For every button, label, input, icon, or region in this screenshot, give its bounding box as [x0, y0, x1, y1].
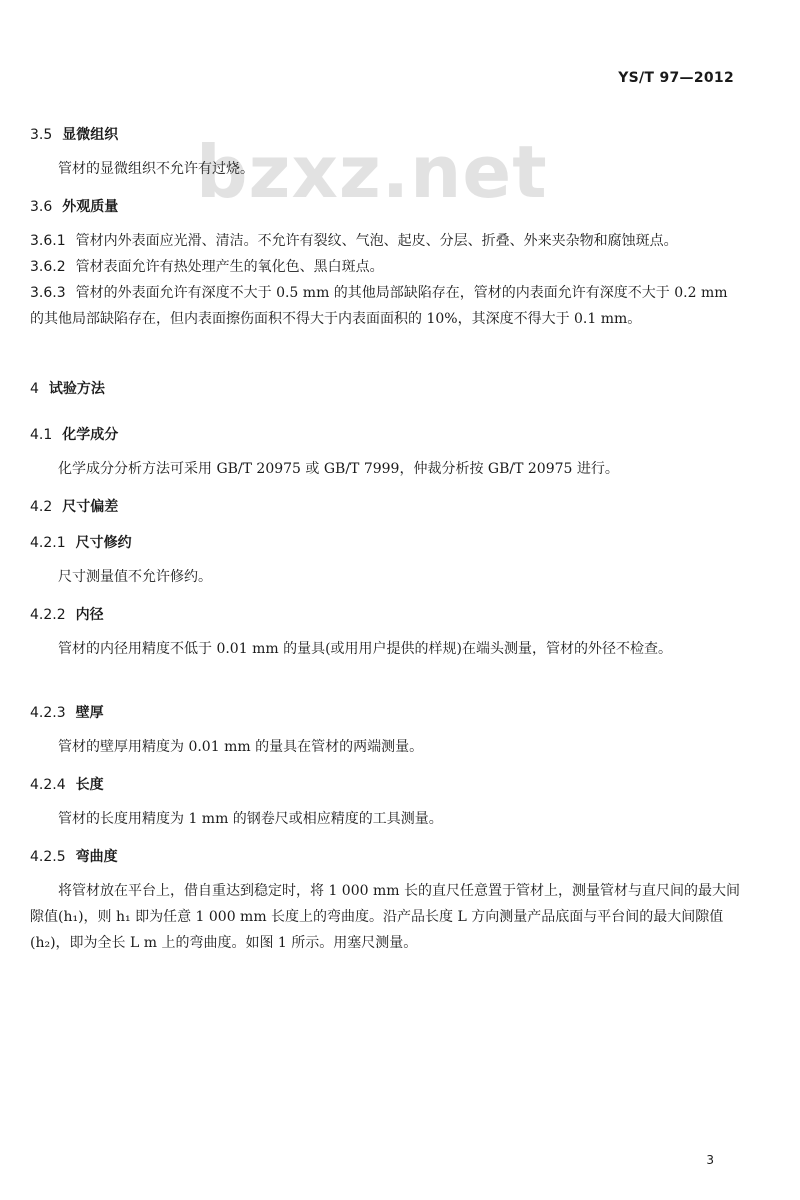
watermark: bzxz.net: [196, 130, 548, 214]
section-title: 内径: [75, 607, 104, 623]
clause-text: 管材的外表面允许有深度不大于 0.5 mm 的其他局部缺陷存在，管材的内表面允许有深度不大于 0.2 mm 的其他局部缺陷存在，但内表面擦伤面积不得大于内表面面积的 10%，其深度不得大于 0.1 mm。: [30, 285, 728, 327]
section-number: 3.6: [30, 199, 53, 215]
section-title: 尺寸修约: [75, 535, 132, 551]
clause-number: 3.6.3: [30, 285, 66, 301]
section-heading-4-2-5: [30, 846, 118, 866]
page-number: 3: [706, 1153, 714, 1167]
section-heading-4-1: [30, 424, 118, 444]
paragraph-4-2-5: 将管材放在平台上，借自重达到稳定时，将 1 000 mm 长的直尺任意置于管材上，测量管材与直尺间的最大间隙值(h₁)，则 h₁ 即为任意 1 000 mm 长度上的弯曲度。沿产品长度 L 方向测量产品底面与平台间的最大间隙值(h₂)，即为全长 L m 上的弯曲度。如图 1 所示。用塞尺测量。: [30, 883, 740, 951]
section-title: 显微组织: [62, 127, 119, 143]
section-title: 外观质量: [62, 199, 119, 215]
clause-number: 3.6.1: [30, 233, 66, 249]
section-title: 试验方法: [48, 381, 105, 397]
clause-text: 管材表面允许有热处理产生的氧化色、黑白斑点。: [75, 259, 384, 275]
section-number: 4.2.4: [30, 777, 66, 793]
paragraph-4-1: 化学成分分析方法可采用 GB/T 20975 或 GB/T 7999，仲裁分析按 GB/T 20975 进行。: [58, 461, 619, 477]
paragraph-4-2-4: 管材的长度用精度为 1 mm 的钢卷尺或相应精度的工具测量。: [58, 811, 443, 827]
section-title: 壁厚: [75, 705, 104, 721]
section-title: 长度: [75, 777, 104, 793]
section-heading-4-2-1: [30, 532, 132, 552]
section-heading-4-2: [30, 496, 118, 516]
section-heading-4-2-4: [30, 774, 104, 794]
section-number: 4.2.1: [30, 535, 66, 551]
chapter-heading-4: [30, 378, 105, 398]
section-heading-4-2-2: [30, 604, 104, 624]
paragraph-4-2-3: 管材的壁厚用精度为 0.01 mm 的量具在管材的两端测量。: [58, 739, 424, 755]
section-title: 化学成分: [62, 427, 119, 443]
clause-number: 3.6.2: [30, 259, 66, 275]
paragraph-3-5: 管材的显微组织不允许有过烧。: [58, 161, 254, 177]
section-number: 4.1: [30, 427, 53, 443]
section-title: 尺寸偏差: [62, 499, 119, 515]
clause-text: 管材内外表面应光滑、清洁。不允许有裂纹、气泡、起皮、分层、折叠、外来夹杂物和腐蚀斑点。: [75, 233, 678, 249]
paragraph-4-2-1: 尺寸测量值不允许修约。: [58, 569, 212, 585]
section-heading-4-2-3: [30, 702, 104, 722]
section-heading-3-5: [30, 124, 118, 144]
section-number: 3.5: [30, 127, 53, 143]
section-number: 4.2.2: [30, 607, 66, 623]
section-number: 4.2.3: [30, 705, 66, 721]
section-title: 弯曲度: [75, 849, 118, 865]
section-number: 4.2: [30, 499, 53, 515]
section-number: 4.2.5: [30, 849, 66, 865]
paragraph-3-6-1: [30, 228, 740, 254]
paragraph-3-6-3: [30, 280, 740, 332]
paragraph-3-6-2: [30, 254, 740, 280]
section-heading-3-6: [30, 196, 118, 216]
section-number: 4: [30, 381, 39, 397]
standard-code: YS/T 97—2012: [618, 70, 734, 86]
paragraph-4-2-2: 管材的内径用精度不低于 0.01 mm 的量具(或用用户提供的样规)在端头测量，管材的外径不检查。: [58, 641, 672, 657]
